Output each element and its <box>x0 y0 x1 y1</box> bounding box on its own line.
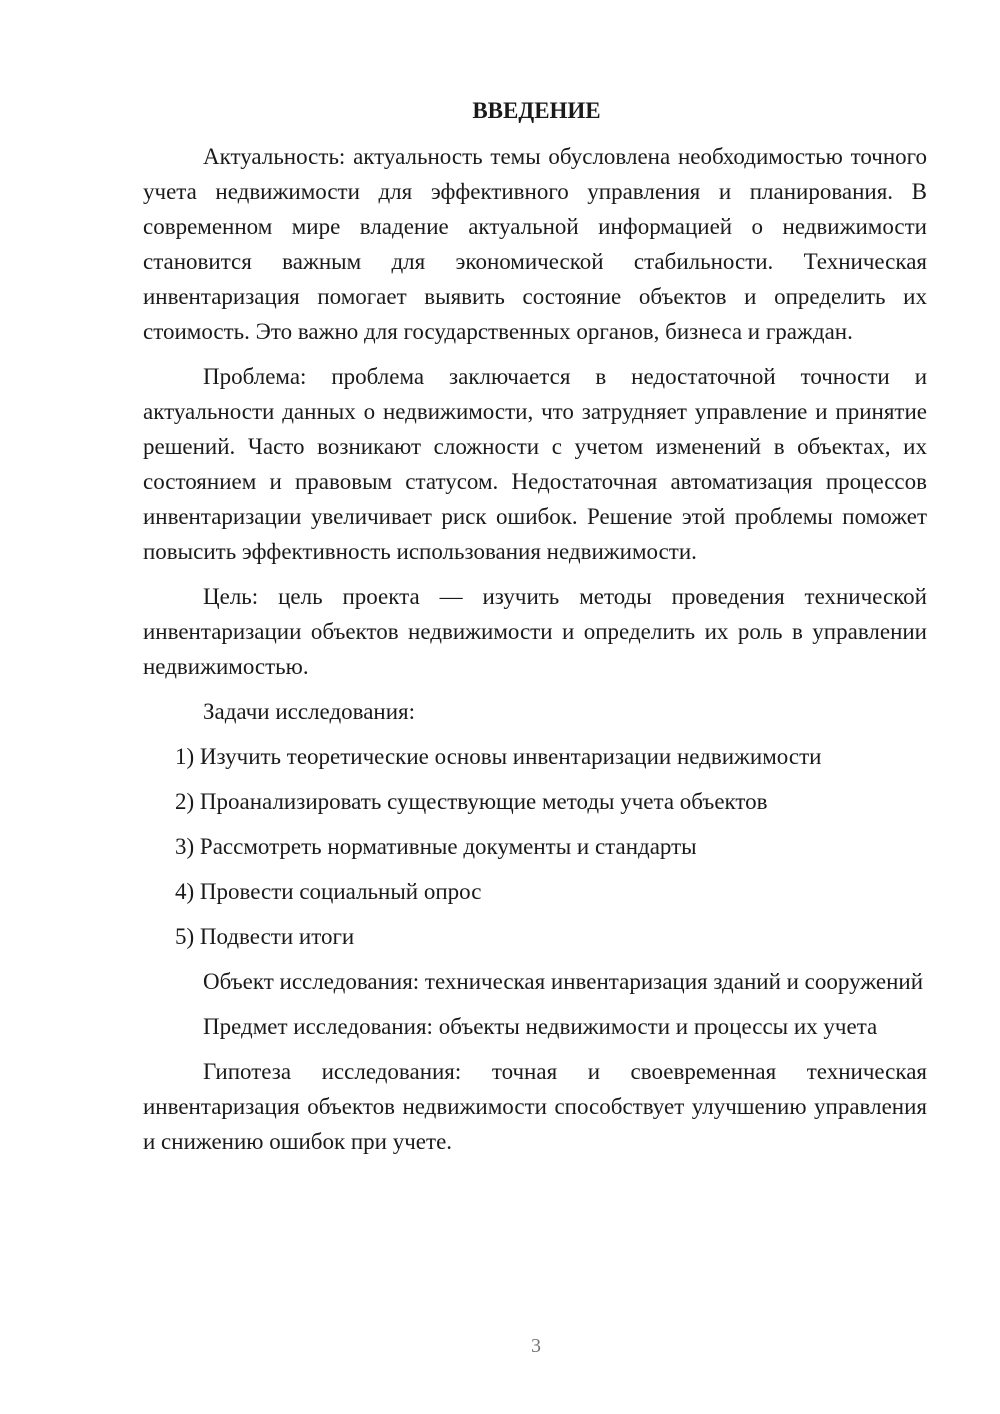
section-heading: ВВЕДЕНИЕ <box>472 98 601 123</box>
task-item: 4) Провести социальный опрос <box>175 879 482 904</box>
task-item: 2) Проанализировать существующие методы учета объектов <box>175 789 768 814</box>
object-paragraph: Объект исследования: техническая инвентаризация зданий и сооружений <box>203 969 924 994</box>
task-item: 5) Подвести итоги <box>175 924 355 949</box>
tasks-title: Задачи исследования: <box>203 699 416 724</box>
hypothesis-paragraph: Гипотеза исследования: точная и своевременная техническая инвентаризация объектов недвижимости способствует улучшению управления и снижению ошибок при учете. <box>143 1059 927 1154</box>
tasks-list <box>143 739 927 954</box>
task-item: 3) Рассмотреть нормативные документы и стандарты <box>175 834 697 859</box>
goal-paragraph: Цель: цель проекта — изучить методы проведения технической инвентаризации объектов недвижимости и определить их роль в управлении недвижимостью. <box>143 584 927 679</box>
relevance-paragraph: Актуальность: актуальность темы обусловлена необходимостью точного учета недвижимости для эффективного управления и планирования. В современном мире владение актуальной информацией о недвижимости становится важным для экономической стабильности. Техническая инвентаризация помогает выявить состояние объектов и определить их стоимость. Это важно для государственных органов, бизнеса и граждан. <box>143 144 927 344</box>
page-number: 3 <box>531 1335 541 1357</box>
page-content <box>143 96 927 1169</box>
problem-paragraph: Проблема: проблема заключается в недостаточной точности и актуальности данных о недвижимости, что затрудняет управление и принятие решений. Часто возникают сложности с учетом изменений в объектах, их состоянием и правовым статусом. Недостаточная автоматизация процессов инвентаризации увеличивает риск ошибок. Решение этой проблемы поможет повысить эффективность использования недвижимости. <box>143 364 927 564</box>
subject-paragraph: Предмет исследования: объекты недвижимости и процессы их учета <box>203 1014 878 1039</box>
task-item: 1) Изучить теоретические основы инвентаризации недвижимости <box>175 744 822 769</box>
